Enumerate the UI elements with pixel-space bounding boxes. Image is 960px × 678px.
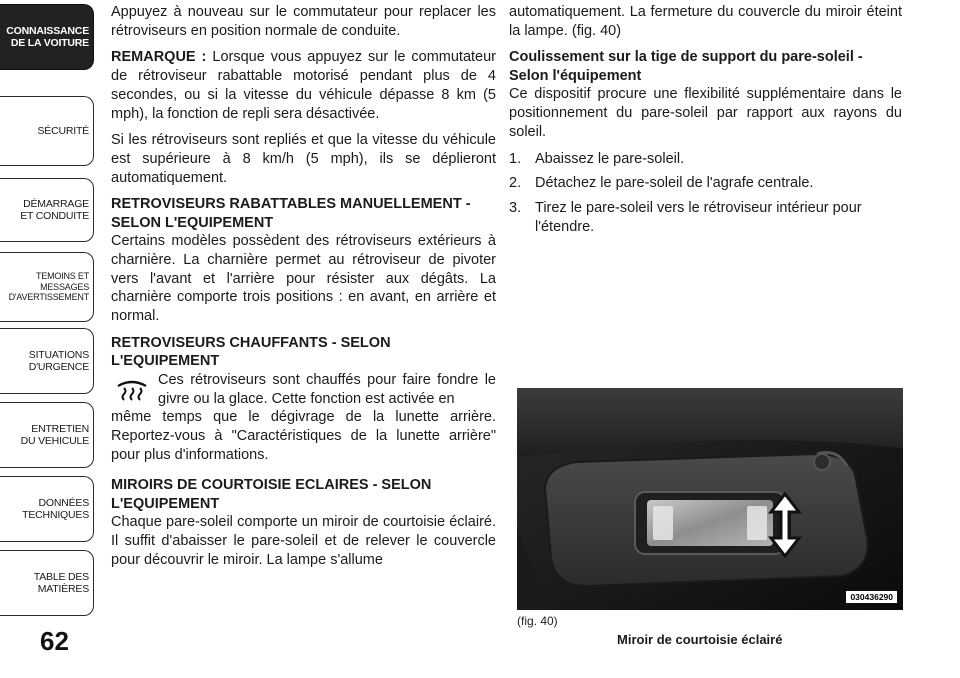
remark-paragraph bbox=[111, 48, 496, 123]
tab-demarrage-conduite[interactable]: DÉMARRAGE ET CONDUITE bbox=[0, 178, 94, 242]
heading-manual-folding: RETROVISEURS RABATTABLES MANUELLEMENT - SELON L'EQUIPEMENT bbox=[111, 196, 471, 231]
tab-securite[interactable]: SÉCURITÉ bbox=[0, 96, 94, 166]
remark-text: Lorsque vous appuyez sur le commutateur de rétroviseur rabattable motorisé pendant plus de 4 secondes, ou si la vitesse du véhicule dépasse 8 km (5 mph), la fonction de repli sera désactivée. bbox=[111, 49, 496, 122]
rear-defrost-icon bbox=[115, 377, 149, 403]
right-column bbox=[509, 3, 902, 242]
heated-mirrors-block bbox=[111, 371, 496, 465]
vanity-mirror-photo bbox=[517, 388, 903, 610]
remark-label: REMARQUE : bbox=[111, 49, 207, 66]
tab-situations-urgence[interactable]: SITUATIONS D'URGENCE bbox=[0, 328, 94, 394]
paragraph-lamp-off: automatiquement. La fermeture du couvercle du miroir éteint la lampe. (fig. 40) bbox=[509, 4, 902, 39]
figure-caption: Miroir de courtoisie éclairé bbox=[617, 632, 783, 647]
list-item: 1. Abaissez le pare-soleil. bbox=[509, 150, 685, 167]
figure-number: (fig. 40) bbox=[517, 614, 558, 628]
heated-text-b: même temps que le dégivrage de la lunette arrière. Reportez-vous à "Caractéristiques de la lunette arrière" pour plus d'informations. bbox=[111, 409, 496, 463]
tab-donnees-techniques[interactable]: DONNÉES TECHNIQUES bbox=[0, 476, 94, 542]
figure-code: 030436290 bbox=[846, 591, 897, 603]
left-column bbox=[111, 3, 496, 577]
tab-connaissance-voiture[interactable]: CONNAISSANCE DE LA VOITURE bbox=[0, 4, 94, 70]
steps-list bbox=[509, 150, 902, 237]
paragraph-auto-unfold: Si les rétroviseurs sont repliés et que la vitesse du véhicule est supérieure à 8 km/h (5 mph), ils se déplieront automatiquement. bbox=[111, 132, 496, 186]
paragraph-vanity-mirrors: Chaque pare-soleil comporte un miroir de courtoisie éclairé. Il suffit d'abaisser le pare-soleil et de relever le couvercle pour découvrir le miroir. La lampe s'allume bbox=[111, 514, 496, 568]
tab-temoins-messages[interactable]: TEMOINS ET MESSAGES D'AVERTISSEMENT bbox=[0, 252, 94, 322]
heading-heated-mirrors: RETROVISEURS CHAUFFANTS - SELON L'EQUIPEMENT bbox=[111, 334, 391, 370]
list-item: 3. Tirez le pare-soleil vers le rétroviseur intérieur pour l'étendre. bbox=[509, 199, 862, 235]
paragraph-manual-folding: Certains modèles possèdent des rétroviseurs extérieurs à charnière. La charnière permet au rétroviseur de pivoter vers l'avant et l'arrière pour résister aux dégâts. La charnière comporte trois positions : en avant, en arrière et normal. bbox=[111, 233, 496, 325]
list-item: 2. Détachez le pare-soleil de l'agrafe centrale. bbox=[509, 175, 814, 192]
sun-visor-illustration bbox=[517, 388, 903, 610]
chapter-sidebar bbox=[0, 0, 100, 678]
paragraph-sunvisor-slide: Ce dispositif procure une flexibilité supplémentaire dans le positionnement du pare-soleil par rapport aux rayons du soleil. bbox=[509, 86, 902, 140]
tab-entretien-vehicule[interactable]: ENTRETIEN DU VEHICULE bbox=[0, 402, 94, 468]
heading-vanity-mirrors: MIROIRS DE COURTOISIE ECLAIRES - SELON L'EQUIPEMENT bbox=[111, 477, 432, 512]
tab-table-matieres[interactable]: TABLE DES MATIÈRES bbox=[0, 550, 94, 616]
paragraph-replace-mirrors: Appuyez à nouveau sur le commutateur pour replacer les rétroviseurs en position normale de conduite. bbox=[111, 4, 496, 39]
page-number: 62 bbox=[40, 626, 69, 656]
heading-sunvisor-slide: Coulissement sur la tige de support du pare-soleil - Selon l'équipement bbox=[509, 49, 863, 84]
heated-text-a: Ces rétroviseurs sont chauffés pour faire fondre le givre ou la glace. Cette fonction est activée en bbox=[158, 371, 496, 407]
